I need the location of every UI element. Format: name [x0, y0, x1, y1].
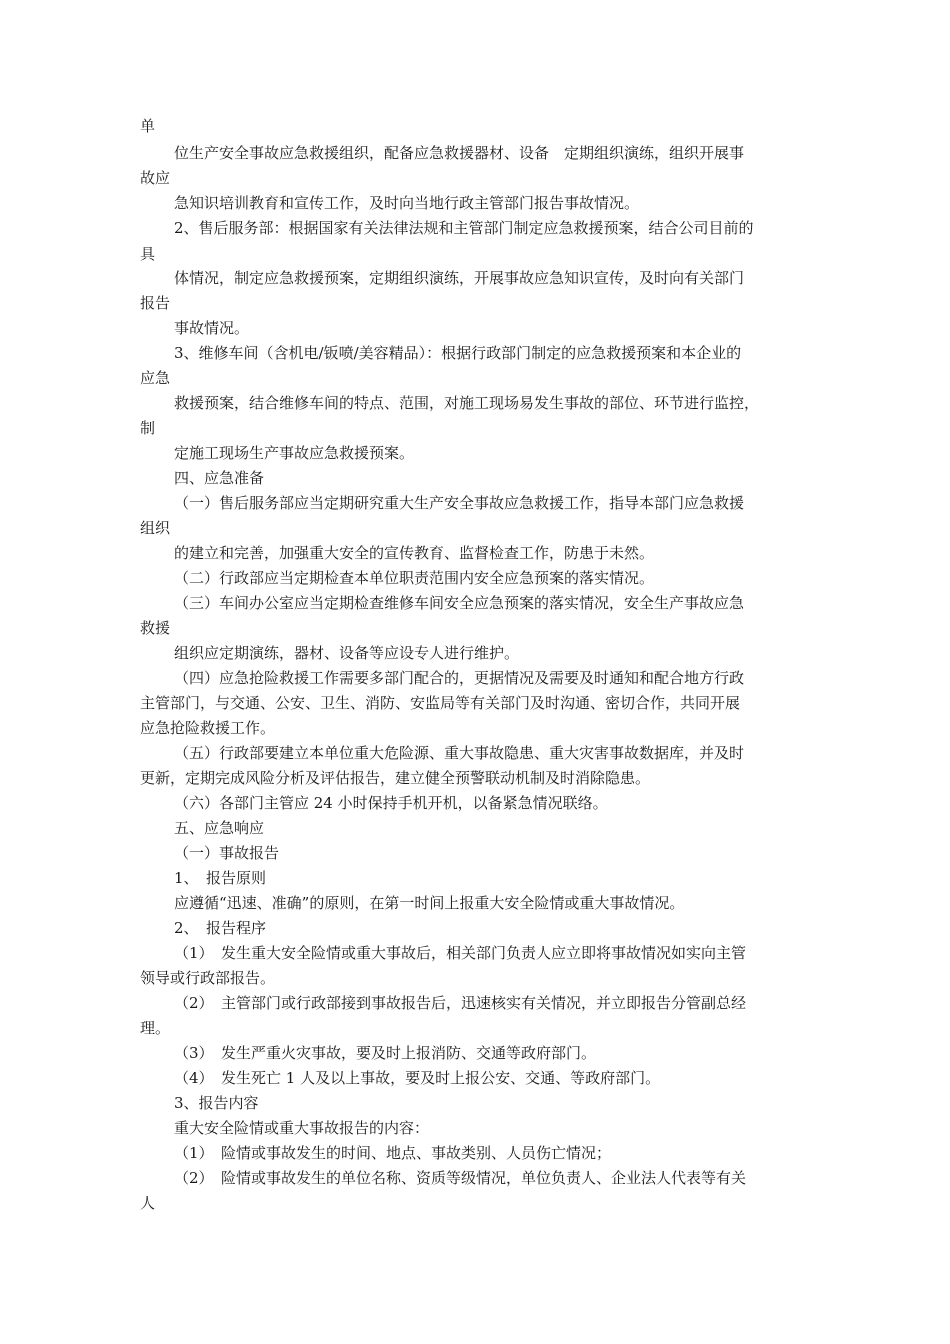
text-line: 单 [140, 117, 156, 135]
text-line: 主管部门，与交通、公安、卫生、消防、安监局等有关部门及时沟通、密切合作，共同开展 [140, 694, 741, 712]
text-line: （2） 险情或事故发生的单位名称、资质等级情况，单位负责人、企业法人代表等有关 [174, 1169, 747, 1187]
text-line: 更新，定期完成风险分析及评估报告，建立健全预警联动机制及时消除隐患。 [140, 769, 651, 787]
subsection-heading: 2、 报告程序 [174, 919, 267, 937]
text-line: 2、售后服务部：根据国家有关法律法规和主管部门制定应急救援预案，结合公司目前的 [174, 219, 754, 237]
text-line: （四）应急抢险救援工作需要多部门配合的，更据情况及需要及时通知和配合地方行政 [174, 669, 745, 687]
text-line: （3） 发生严重火灾事故，要及时上报消防、交通等政府部门。 [174, 1044, 597, 1062]
text-line: 报告 [140, 294, 171, 312]
text-line: （1） 险情或事故发生的时间、地点、事故类别、人员伤亡情况； [174, 1144, 612, 1162]
text-line: （一）售后服务部应当定期研究重大生产安全事故应急救援工作，指导本部门应急救援 [174, 494, 745, 512]
text-line: 理。 [140, 1019, 171, 1037]
subsection-heading: 1、 报告原则 [174, 869, 267, 887]
text-line: （二）行政部应当定期检查本单位职责范围内安全应急预案的落实情况。 [174, 569, 655, 587]
text-line: 应遵循“迅速、准确”的原则，在第一时间上报重大安全险情或重大事故情况。 [174, 894, 685, 912]
text-line: 3、维修车间（含机电/钣喷/美容精品）：根据行政部门制定的应急救援预案和本企业的 [174, 344, 742, 362]
text-line: 急知识培训教育和宣传工作，及时向当地行政主管部门报告事故情况。 [174, 194, 640, 212]
text-line: （六）各部门主管应 24 小时保持手机开机，以备紧急情况联络。 [174, 794, 608, 812]
section-heading: 四、应急准备 [174, 469, 265, 487]
text-line: 应急抢险救援工作。 [140, 719, 276, 737]
text-line: 组织 [140, 519, 171, 537]
text-line: （1） 发生重大安全险情或重大事故后，相关部门负责人应立即将事故情况如实向主管 [174, 944, 747, 962]
text-line: 位生产安全事故应急救援组织，配备应急救援器材、设备 定期组织演练，组织开展事 [174, 144, 745, 162]
text-line: 应急 [140, 369, 171, 387]
text-line: （2） 主管部门或行政部接到事故报告后，迅速核实有关情况，并立即报告分管副总经 [174, 994, 747, 1012]
text-line: 的建立和完善，加强重大安全的宣传教育、监督检查工作，防患于未然。 [174, 544, 655, 562]
text-line: 事故情况。 [174, 319, 250, 337]
text-line: 定施工现场生产事故应急救援预案。 [174, 444, 415, 462]
text-line: 组织应定期演练，器材、设备等应设专人进行维护。 [174, 644, 520, 662]
subsection-heading: 3、报告内容 [174, 1094, 259, 1112]
text-line: 故应 [140, 169, 171, 187]
text-line: 人 [140, 1194, 156, 1212]
section-heading: 五、应急响应 [174, 819, 265, 837]
text-line: 领导或行政部报告。 [140, 969, 276, 987]
text-line: 重大安全险情或重大事故报告的内容： [174, 1119, 430, 1137]
text-line: （4） 发生死亡 1 人及以上事故，要及时上报公安、交通、等政府部门。 [174, 1069, 661, 1087]
text-line: 制 [140, 419, 156, 437]
text-line: 救援 [140, 619, 171, 637]
subsection-heading: （一）事故报告 [174, 844, 280, 862]
text-line: （三）车间办公室应当定期检查维修车间安全应急预案的落实情况，安全生产事故应急 [174, 594, 745, 612]
text-line: 救援预案，结合维修车间的特点、范围，对施工现场易发生事故的部位、环节进行监控， [174, 394, 760, 412]
text-line: 具 [140, 245, 156, 263]
text-line: 体情况，制定应急救援预案，定期组织演练，开展事故应急知识宣传，及时向有关部门 [174, 269, 745, 287]
text-line: （五）行政部要建立本单位重大危险源、重大事故隐患、重大灾害事故数据库，并及时 [174, 744, 745, 762]
